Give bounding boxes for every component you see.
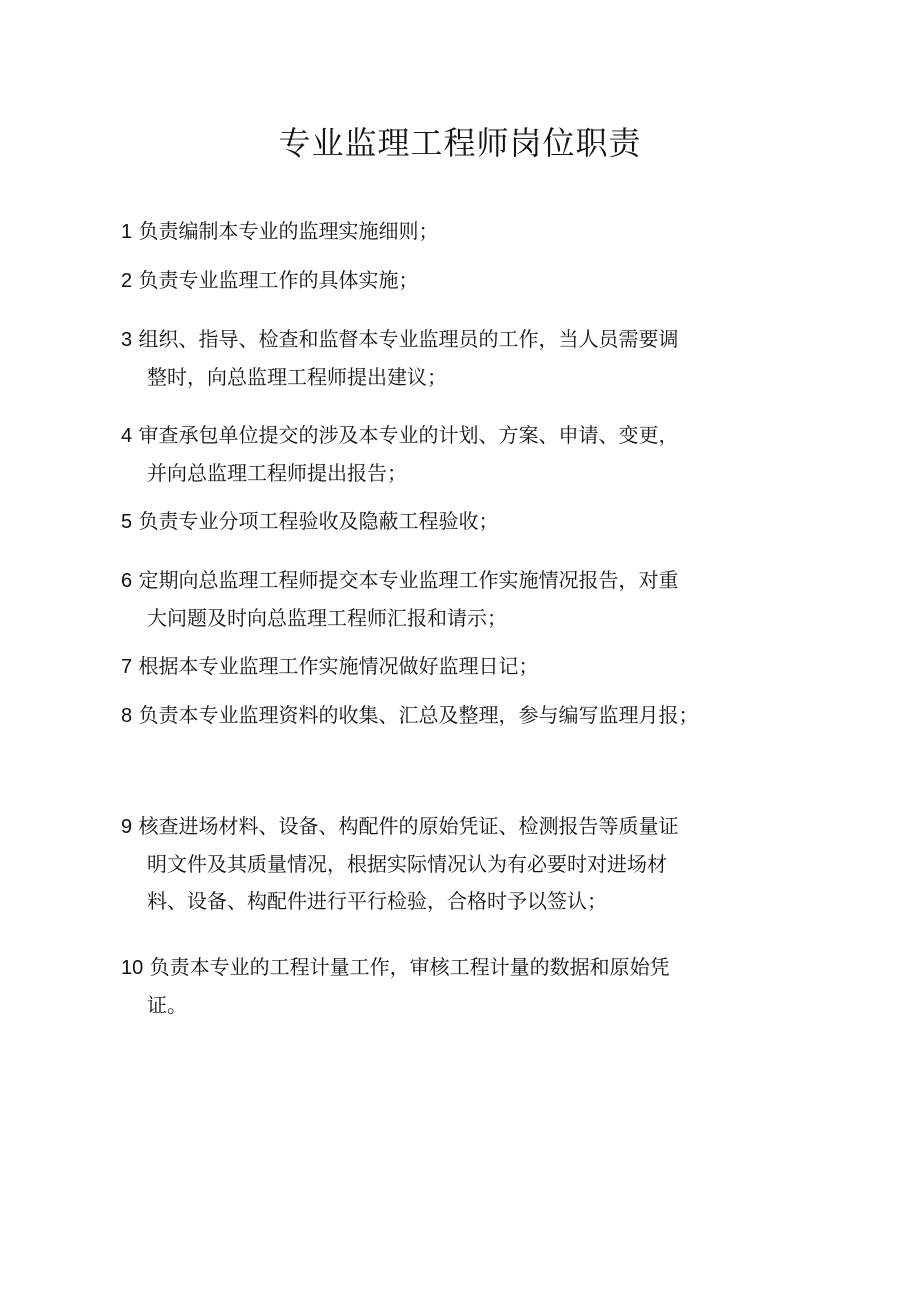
list-item <box>121 562 761 637</box>
item-text: 审查承包单位提交的涉及本专业的计划、方案、申请、变更， <box>138 423 679 447</box>
item-text: 定期向总监理工程师提交本专业监理工作实施情况报告，对重 <box>138 568 679 592</box>
item-number: 2 <box>121 270 133 292</box>
item-text: 负责专业监理工作的具体实施； <box>138 268 419 292</box>
item-number: 9 <box>121 816 133 838</box>
item-text-continued: 料、设备、构配件进行平行检验，合格时予以签认； <box>147 889 607 913</box>
item-text: 负责本专业监理资料的收集、汇总及整理，参与编写监理月报； <box>138 703 699 727</box>
list-item <box>121 321 761 396</box>
item-text: 根据本专业监理工作实施情况做好监理日记； <box>138 654 539 678</box>
item-text-continued: 整时，向总监理工程师提出建议； <box>147 365 447 389</box>
item-text-continued: 证。 <box>147 993 187 1017</box>
list-item <box>121 949 761 1024</box>
item-number: 8 <box>121 705 133 727</box>
list-item <box>121 262 761 300</box>
item-text: 负责专业分项工程验收及隐蔽工程验收； <box>138 509 499 533</box>
item-number: 7 <box>121 656 133 678</box>
list-item <box>121 503 761 541</box>
item-number: 5 <box>121 511 133 533</box>
item-text-continued: 并向总监理工程师提出报告； <box>147 461 407 485</box>
item-number: 1 <box>121 221 133 243</box>
item-number: 4 <box>121 425 133 447</box>
item-text: 核查进场材料、设备、构配件的原始凭证、检测报告等质量证 <box>138 814 679 838</box>
item-number: 10 <box>121 957 144 979</box>
item-text-continued: 大问题及时向总监理工程师汇报和请示； <box>147 606 507 630</box>
item-text-continued: 明文件及其质量情况，根据实际情况认为有必要时对进场材 <box>147 852 667 876</box>
list-item <box>121 417 761 492</box>
item-number: 3 <box>121 329 133 351</box>
list-item <box>121 697 761 735</box>
item-text: 组织、指导、检查和监督本专业监理员的工作，当人员需要调 <box>138 327 679 351</box>
item-text: 负责编制本专业的监理实施细则； <box>138 219 439 243</box>
list-item <box>121 808 761 920</box>
list-item <box>121 648 761 686</box>
page-title: 专业监理工程师岗位职责 <box>278 124 642 162</box>
item-text: 负责本专业的工程计量工作，审核工程计量的数据和原始凭 <box>149 955 670 979</box>
list-item <box>121 213 761 251</box>
item-number: 6 <box>121 570 133 592</box>
